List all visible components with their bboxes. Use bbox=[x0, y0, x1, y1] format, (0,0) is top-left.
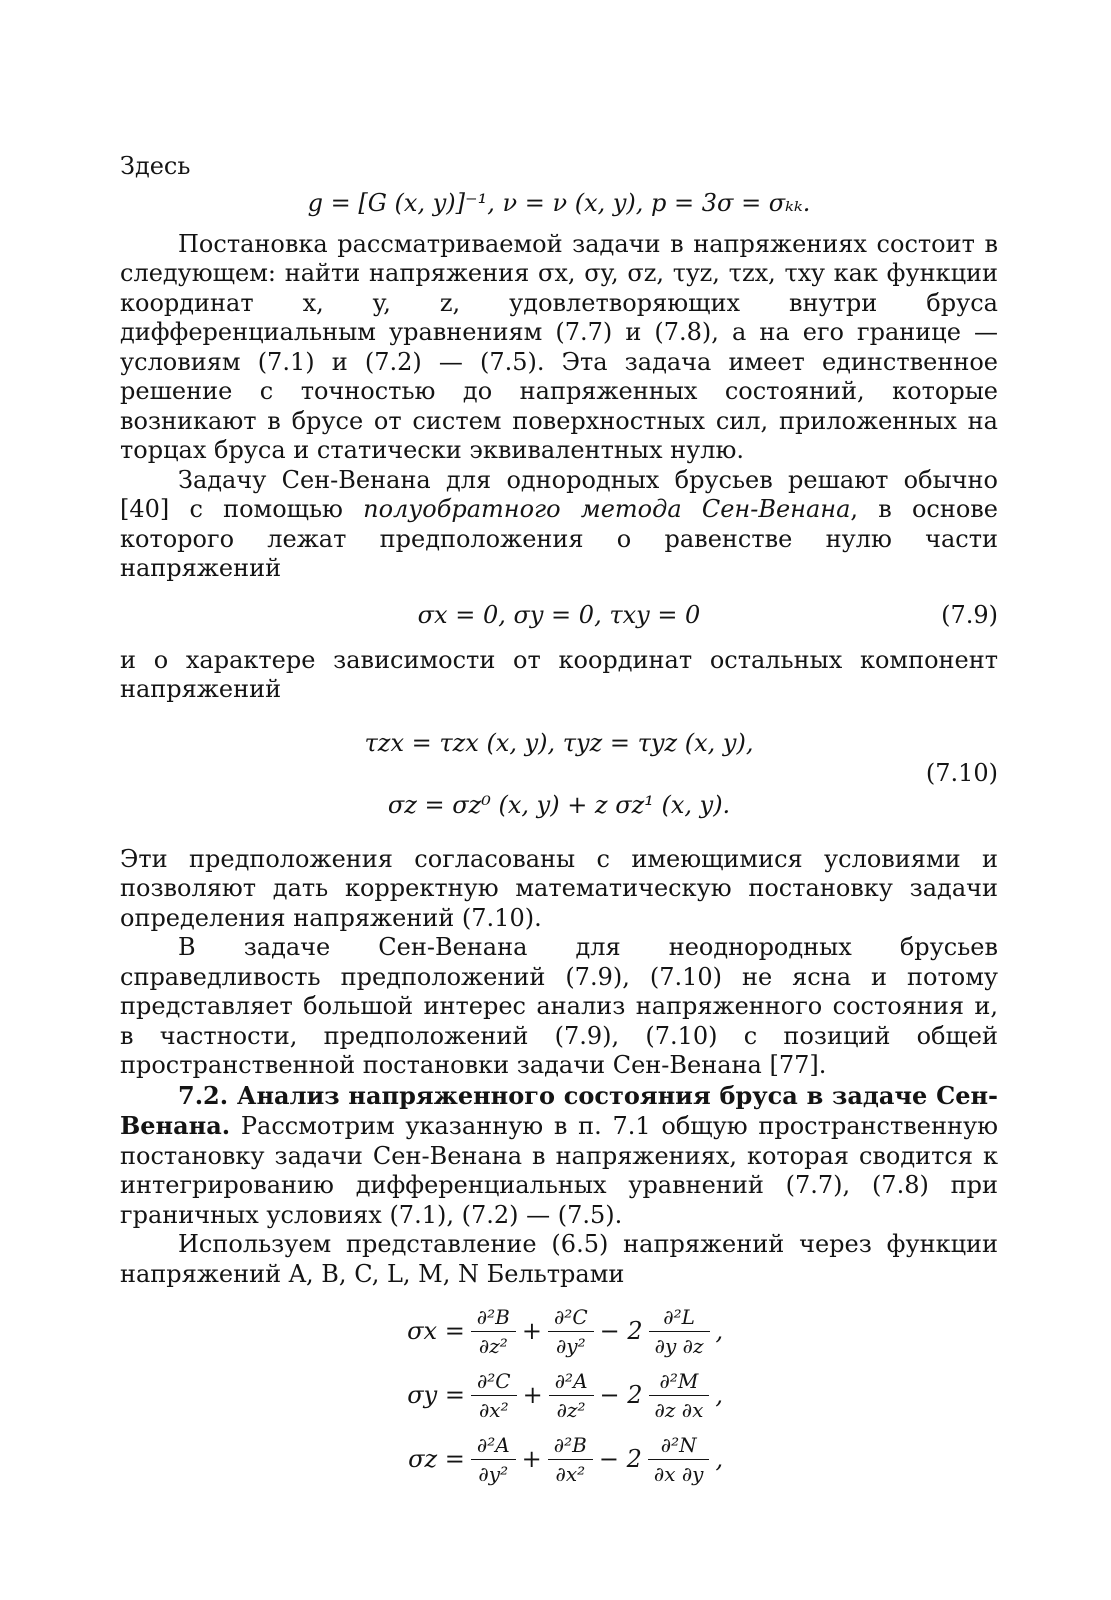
fraction-numerator: ∂²M bbox=[649, 1369, 710, 1396]
equation-lhs: σx = bbox=[407, 1317, 465, 1345]
paragraph-inhomogeneous: В задаче Сен-Венана для неоднородных брусьев справедливость предположений (7.9), (7.10) не ясна и потому представляет большой интерес анализ напряженного состояния и, в частности, предположений (7.9), (7.10) с позиций общей пространственной постановки задачи Сен-Венана [77]. bbox=[120, 933, 998, 1079]
section-title: 7.2. Анализ напряженного состояния бруса в задаче Сен-Венана. bbox=[120, 1080, 998, 1140]
paragraph-beltrami: Используем представление (6.5) напряжений через функции напряжений A, B, C, L, M, N Бельтрами bbox=[120, 1230, 998, 1288]
fraction-numerator: ∂²C bbox=[548, 1305, 594, 1332]
paragraph-saint-venant-method bbox=[120, 466, 998, 584]
operator: + bbox=[521, 1445, 542, 1473]
fraction bbox=[471, 1369, 517, 1422]
fraction-numerator: ∂²A bbox=[471, 1433, 516, 1460]
operator: + bbox=[522, 1381, 543, 1409]
equation-lhs: σy = bbox=[407, 1381, 465, 1409]
fraction-denominator: ∂x² bbox=[555, 1461, 586, 1486]
operator: − 2 bbox=[599, 1317, 643, 1345]
equation-number: (7.9) bbox=[941, 600, 998, 629]
equation-7-10-line-2: σz = σz⁰ (x, y) + z σz¹ (x, y). bbox=[387, 790, 731, 819]
fraction-numerator: ∂²B bbox=[548, 1433, 593, 1460]
paragraph-remaining-components: и о характере зависимости от координат остальных компонент напряжений bbox=[120, 645, 998, 703]
beltrami-equation-row bbox=[120, 1299, 998, 1363]
fraction-denominator: ∂z² bbox=[478, 1333, 508, 1358]
equation-7-10-line-1: τzx = τzx (x, y), τyz = τyz (x, y), bbox=[364, 728, 754, 757]
operator: − 2 bbox=[599, 1381, 643, 1409]
paragraph-problem-statement: Постановка рассматриваемой задачи в напряжениях состоит в следующем: найти напряжения σx, σy, σz, τyz, τzx, τxy как функции координат x, y, z, удовлетворяющих внутри бруса дифференциальным уравнениям (7.7) и (7.8), а на его границе — условиям (7.1) и (7.2) — (7.5). Эта задача имеет единственное решение с точностью до напряженных состояний, которые возникают в брусе от систем поверхностных сил, приложенных на торцах бруса и статически эквивалентных нулю. bbox=[120, 229, 998, 464]
fraction-denominator: ∂y ∂z bbox=[654, 1333, 704, 1358]
equation-7-10 bbox=[120, 705, 998, 845]
equation-number: (7.10) bbox=[925, 758, 998, 787]
punctuation: , bbox=[715, 1317, 724, 1345]
fraction-denominator: ∂x² bbox=[478, 1397, 509, 1422]
emphasis-semi-inverse-method: полуобратного метода Сен-Венана bbox=[363, 495, 851, 523]
section-text: Рассмотрим указанную в п. 7.1 общую пространственную постановку задачи Сен-Венана в напряжениях, которая сводится к интегрированию дифференциальных уравнений (7.7), (7.8) при граничных условиях (7.1), (7.2) — (7.5). bbox=[120, 1112, 998, 1229]
fraction-denominator: ∂x ∂y bbox=[653, 1461, 704, 1486]
fraction bbox=[471, 1305, 516, 1358]
fraction-numerator: ∂²C bbox=[471, 1369, 517, 1396]
fraction-denominator: ∂y² bbox=[555, 1333, 586, 1358]
text: Задачу Сен-Венана для однородных брусьев решают обычно [40] с помощью bbox=[120, 465, 998, 523]
beltrami-equations bbox=[120, 1299, 998, 1491]
beltrami-equation-row bbox=[120, 1427, 998, 1491]
punctuation: , bbox=[715, 1381, 724, 1409]
beltrami-equation-row bbox=[120, 1363, 998, 1427]
fraction-numerator: ∂²N bbox=[648, 1433, 710, 1460]
fraction bbox=[648, 1433, 710, 1486]
fraction-denominator: ∂z² bbox=[556, 1397, 586, 1422]
fraction bbox=[548, 1433, 593, 1486]
paragraph-intro: Здесь bbox=[120, 152, 191, 180]
equation-body: σx = 0, σy = 0, τxy = 0 bbox=[417, 600, 701, 629]
fraction-denominator: ∂z ∂x bbox=[654, 1397, 704, 1422]
paragraph-consistency: Эти предположения согласованы с имеющимися условиями и позволяют дать корректную математическую постановку задачи определения напряжений (7.10). bbox=[120, 844, 998, 932]
equation-7-9 bbox=[120, 584, 998, 646]
page-content bbox=[120, 152, 998, 1491]
operator: − 2 bbox=[598, 1445, 642, 1473]
text: , в основе которого лежат предположения о равенстве нулю части напряжений bbox=[120, 495, 998, 582]
fraction-numerator: ∂²L bbox=[649, 1305, 710, 1332]
fraction bbox=[649, 1369, 710, 1422]
equation-g-nu-p: g = [G (x, y)]⁻¹, ν = ν (x, y), p = 3σ = σₖₖ. bbox=[307, 188, 811, 217]
fraction bbox=[471, 1433, 516, 1486]
fraction-denominator: ∂y² bbox=[478, 1461, 509, 1486]
equation-lhs: σz = bbox=[408, 1445, 465, 1473]
fraction bbox=[548, 1305, 594, 1358]
operator: + bbox=[521, 1317, 542, 1345]
fraction-numerator: ∂²A bbox=[549, 1369, 594, 1396]
fraction-numerator: ∂²B bbox=[471, 1305, 516, 1332]
punctuation: , bbox=[715, 1445, 724, 1473]
fraction bbox=[549, 1369, 594, 1422]
section-7-2 bbox=[120, 1081, 998, 1231]
fraction bbox=[649, 1305, 710, 1358]
